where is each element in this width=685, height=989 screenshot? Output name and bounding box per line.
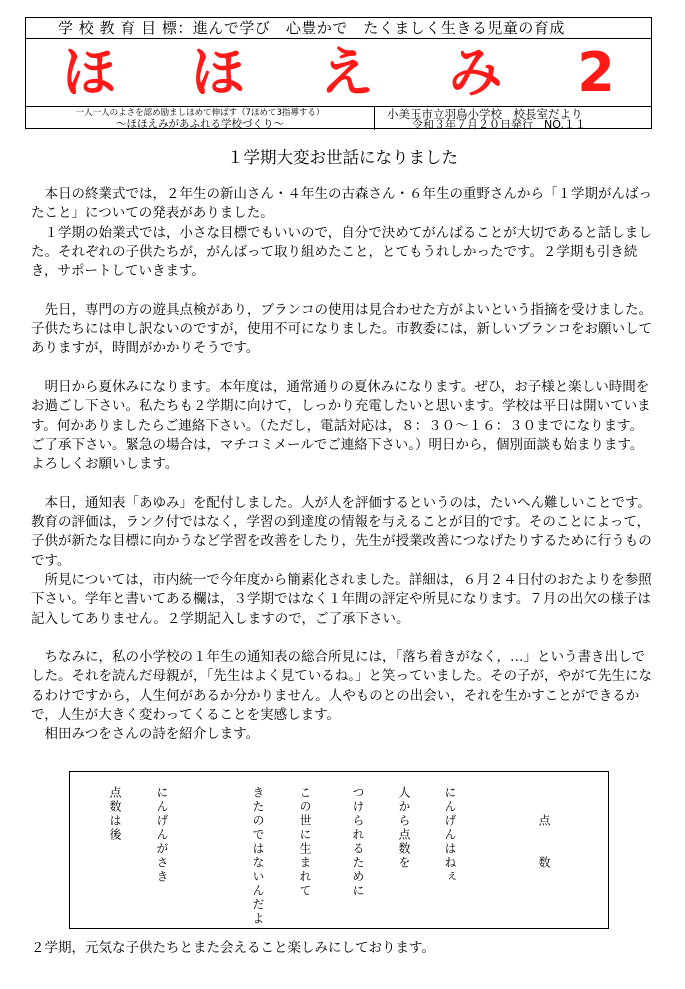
article-body [31, 185, 656, 745]
newsletter-title: ほ ほ え み 2 [26, 39, 651, 107]
poem-line: にんげんはねぇ [443, 786, 457, 884]
issue-date: 令和３年７月２０日発行 NO.１１ [412, 118, 586, 131]
poem-line: 人から点数を [397, 786, 411, 870]
paragraph: 本日，通知表「あゆみ」を配付しました。人が人を評価するというのは，たいへん難しいことです。教育の評価は，ランク付ではなく，学習の到達度の情報を与えることが目的です。そのことによって，子供が新たな目標に向かうなど学習を改善をしたり，先生が授業改善につなげたりするために行うものです。 [31, 494, 652, 569]
paragraph-gap [31, 359, 656, 378]
poem-title: 点 数 [537, 814, 551, 877]
motto-subtitle: ～ほほえみがあふれる学校づくり～ [116, 118, 284, 130]
article-title: １学期大変お世話になりました [227, 148, 458, 167]
closing-message: ２学期，元気な子供たちとまた会えること楽しみにしております。 [31, 940, 435, 956]
poem-line: きたのではないんだよ [251, 786, 265, 926]
paragraph: 所見については，市内統一で今年度から簡素化されました。詳細は，６月２４日付のおたよりを参照下さい。学年と書いてある欄は，３学期ではなく１年間の評定や所見になります。７月の出欠の様子は記入してありません。２学期記入しますので，ご了承下さい。 [31, 571, 652, 627]
paragraph-gap [31, 281, 656, 300]
school-goal: 学 校 教 育 目 標：進んで学び 心豊かで たくましく生きる児童の育成 [26, 18, 651, 39]
poem-box [69, 771, 609, 929]
issue-info [375, 107, 651, 130]
paragraph: 本日の終業式では，２年生の新山さん・４年生の古森さん・６年生の重野さんから「１学期がんばったこと」についての発表がありました。 [31, 186, 652, 222]
motto: 一人一人のよさを認め励ましほめて伸ばす（7ほめて3指導する） [75, 108, 325, 118]
paragraph: ちなみに，私の小学校の１年生の通知表の総合所見には，「落ち着きがなく，…」という書き出しでした。それを読んだ母親が，「先生はよく見ているね。」と笑っていました。その子が，やがて先生になるわけですから，人生何があるか分かりません。人やものとの出会い，それを生かすことができるかで，人生が大きく変わってくることを実感します。 [31, 649, 652, 724]
poem-line: にんげんがさき [155, 786, 169, 884]
paragraph: １学期の始業式では，小さな目標でもいいので，自分で決めてがんばることが大切であると話しました。それぞれの子供たちが，がんばって取り組めたこと，とてもうれしかったです。２学期も引き続き，サポートしていきます。 [31, 224, 652, 280]
paragraph: 明日から夏休みになります。本年度は，通常通りの夏休みになります。ぜひ，お子様と楽しい時間をお過ごし下さい。私たちも２学期に向けて，しっかり充電したいと思います。学校は平日は開いています。何かありましたらご連絡下さい。（ただし，電話対応は，８：３０～１６：３０までになります。ご了承下さい。緊急の場合は，マチコミメールでご連絡下さい。）明日から，個別面談も始まります。よろしくお願いします。 [31, 378, 651, 473]
poem-line: つけられるために [351, 786, 365, 898]
paragraph-gap [31, 474, 656, 493]
poem-line: この世に生まれて [298, 786, 312, 898]
paragraph-gap [31, 629, 656, 648]
poem-line: 点数は後 [108, 786, 122, 842]
paragraph: 相田みつをさんの詩を紹介します。 [44, 726, 260, 743]
paragraph: 先日，専門の方の遊具点検があり，ブランコの使用は見合わせた方がよいという指摘を受けました。子供たちには申し訳ないのですが，使用不可になりました。市教委には，新しいブランコをお願いしてありますが，時間がかかりそうです。 [31, 301, 652, 357]
newsletter-header [25, 17, 652, 129]
school-name: 小美玉市立羽鳥小学校 校長室だより [387, 107, 583, 121]
motto-box [26, 107, 375, 130]
